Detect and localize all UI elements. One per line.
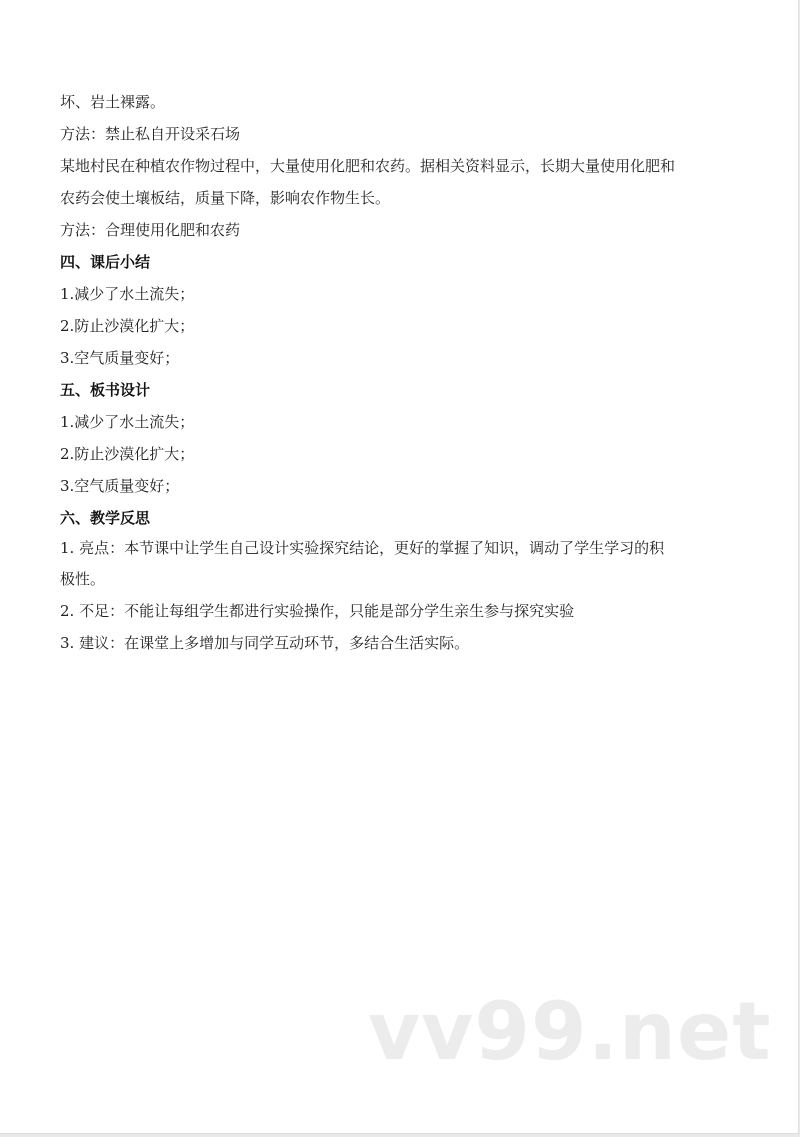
section-heading-board-design: 五、板书设计 <box>60 381 151 399</box>
body-line: 坏、岩土裸露。 <box>60 93 166 111</box>
list-item: 1. 亮点：本节课中让学生自己设计实验探究结论，更好的掌握了知识，调动了学生学习的积 <box>60 539 665 557</box>
list-item-continuation: 极性。 <box>60 570 106 588</box>
body-line: 某地村民在种植农作物过程中，大量使用化肥和农药。据相关资料显示，长期大量使用化肥和 <box>60 157 676 175</box>
section-heading-summary: 四、课后小结 <box>60 253 151 271</box>
list-item: 3.空气质量变好； <box>60 349 180 367</box>
list-item: 2.防止沙漠化扩大； <box>60 445 195 463</box>
list-item: 2. 不足：不能让每组学生都进行实验操作，只能是部分学生亲生参与探究实验 <box>60 602 575 620</box>
list-item: 3. 建议：在课堂上多增加与同学互动环节，多结合生活实际。 <box>60 634 470 652</box>
method-line: 方法：合理使用化肥和农药 <box>60 221 241 239</box>
list-item: 1.减少了水土流失； <box>60 285 195 303</box>
section-heading-reflection: 六、教学反思 <box>60 509 151 527</box>
list-item: 3.空气质量变好； <box>60 477 180 495</box>
list-item: 1.减少了水土流失； <box>60 413 195 431</box>
list-item: 2.防止沙漠化扩大； <box>60 317 195 335</box>
method-line: 方法：禁止私自开设采石场 <box>60 125 241 143</box>
watermark: vv99.net <box>368 985 772 1078</box>
body-line: 农药会使土壤板结，质量下降，影响农作物生长。 <box>60 189 391 207</box>
document-body <box>60 86 750 659</box>
